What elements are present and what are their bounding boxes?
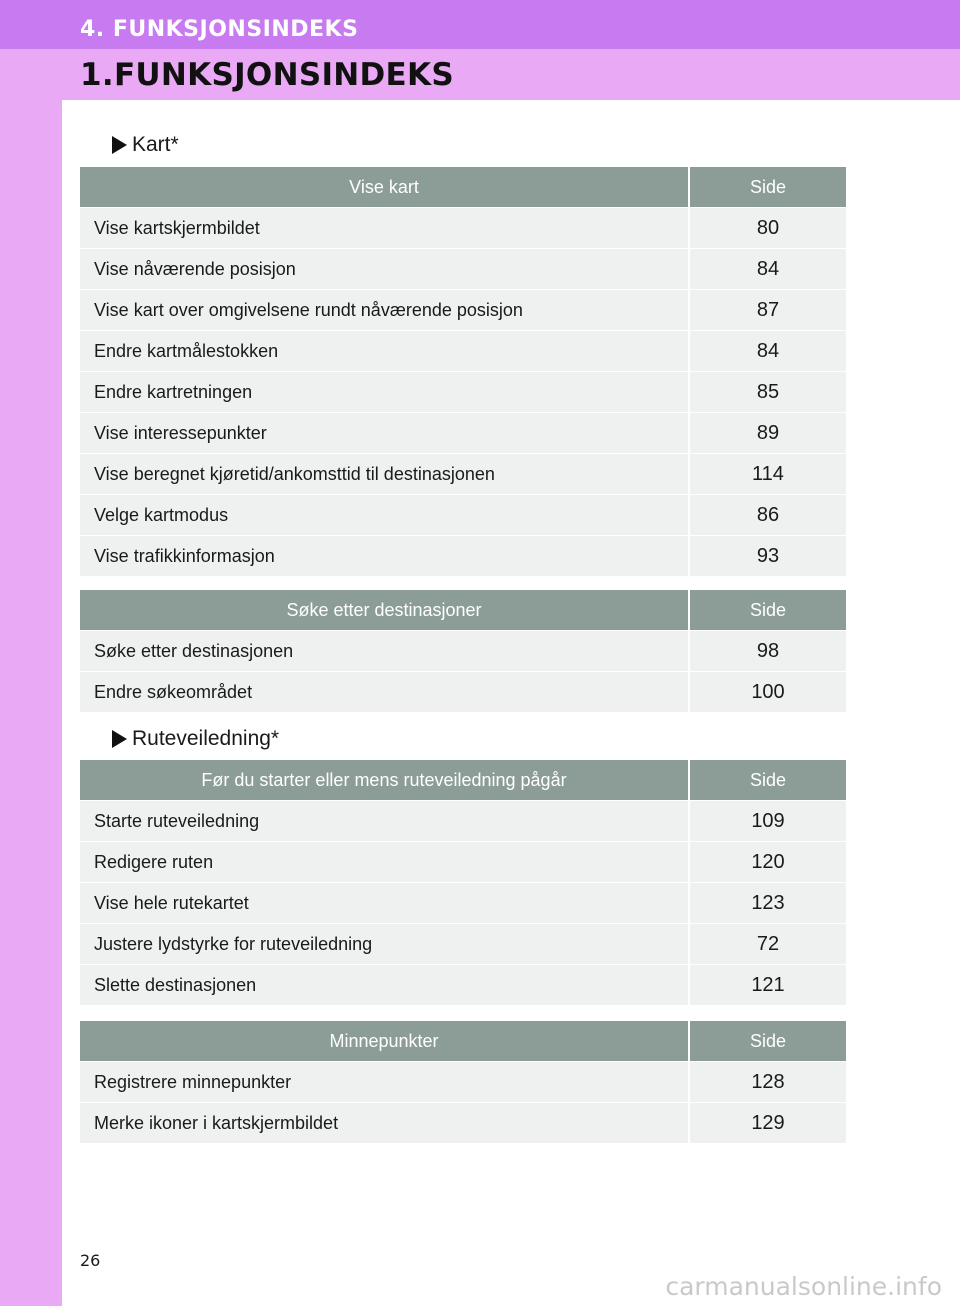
table-row xyxy=(80,290,846,331)
column-header-page: Side xyxy=(689,167,846,208)
page-title: 1.FUNKSJONSINDEKS xyxy=(80,57,454,93)
column-header-function: Vise kart xyxy=(80,167,689,208)
page-cell: 129 xyxy=(689,1103,846,1144)
section-heading-label: Ruteveiledning* xyxy=(132,727,280,750)
page-cell: 87 xyxy=(689,290,846,331)
function-cell: Søke etter destinasjonen xyxy=(80,631,689,672)
table-header-row xyxy=(80,167,846,208)
section-heading-label: Kart* xyxy=(132,133,179,156)
table-row xyxy=(80,208,846,249)
function-cell: Starte ruteveiledning xyxy=(80,801,689,842)
table-row xyxy=(80,672,846,713)
page-cell: 85 xyxy=(689,372,846,413)
index-table-vise-kart xyxy=(80,167,846,576)
table-row xyxy=(80,883,846,924)
function-cell: Merke ikoner i kartskjermbildet xyxy=(80,1103,689,1144)
table-row xyxy=(80,1062,846,1103)
function-cell: Velge kartmodus xyxy=(80,495,689,536)
section-heading-kart xyxy=(112,133,179,157)
table-row xyxy=(80,1103,846,1144)
index-table-soke-destinasjoner xyxy=(80,590,846,712)
function-cell: Vise beregnet kjøretid/ankomsttid til destinasjonen xyxy=(80,454,689,495)
table-header-row xyxy=(80,1021,846,1062)
column-header-page: Side xyxy=(689,1021,846,1062)
left-margin-strip xyxy=(0,0,62,1306)
table-row xyxy=(80,331,846,372)
watermark: carmanualsonline.info xyxy=(665,1272,942,1301)
page-cell: 121 xyxy=(689,965,846,1006)
table-header-row xyxy=(80,760,846,801)
table-row xyxy=(80,495,846,536)
function-cell: Vise kartskjermbildet xyxy=(80,208,689,249)
page-cell: 89 xyxy=(689,413,846,454)
table-row xyxy=(80,631,846,672)
page-cell: 98 xyxy=(689,631,846,672)
page-cell: 84 xyxy=(689,331,846,372)
page-cell: 120 xyxy=(689,842,846,883)
table-row xyxy=(80,801,846,842)
page-cell: 100 xyxy=(689,672,846,713)
table-row xyxy=(80,924,846,965)
table-row xyxy=(80,536,846,577)
column-header-page: Side xyxy=(689,590,846,631)
page-cell: 128 xyxy=(689,1062,846,1103)
table-row xyxy=(80,454,846,495)
table-row xyxy=(80,249,846,290)
page-cell: 93 xyxy=(689,536,846,577)
page-cell: 84 xyxy=(689,249,846,290)
function-cell: Vise nåværende posisjon xyxy=(80,249,689,290)
table-row xyxy=(80,372,846,413)
column-header-function: Minnepunkter xyxy=(80,1021,689,1062)
page-number: 26 xyxy=(80,1251,101,1270)
table-header-row xyxy=(80,590,846,631)
page-cell: 86 xyxy=(689,495,846,536)
function-cell: Registrere minnepunkter xyxy=(80,1062,689,1103)
column-header-page: Side xyxy=(689,760,846,801)
function-cell: Slette destinasjonen xyxy=(80,965,689,1006)
page-cell: 109 xyxy=(689,801,846,842)
column-header-function: Før du starter eller mens ruteveiledning pågår xyxy=(80,760,689,801)
function-cell: Endre kartretningen xyxy=(80,372,689,413)
table-row xyxy=(80,965,846,1006)
index-table-ruteveiledning xyxy=(80,760,846,1005)
page-cell: 123 xyxy=(689,883,846,924)
table-row xyxy=(80,842,846,883)
triangle-bullet-icon xyxy=(112,136,127,154)
title-band xyxy=(0,49,960,100)
index-table-minnepunkter xyxy=(80,1021,846,1143)
section-heading-ruteveiledning xyxy=(112,727,279,751)
table-row xyxy=(80,413,846,454)
triangle-bullet-icon xyxy=(112,730,127,748)
function-cell: Endre søkeområdet xyxy=(80,672,689,713)
chapter-title: 4. FUNKSJONSINDEKS xyxy=(80,17,359,42)
function-cell: Justere lydstyrke for ruteveiledning xyxy=(80,924,689,965)
function-cell: Vise interessepunkter xyxy=(80,413,689,454)
column-header-function: Søke etter destinasjoner xyxy=(80,590,689,631)
function-cell: Vise hele rutekartet xyxy=(80,883,689,924)
function-cell: Vise kart over omgivelsene rundt nåværende posisjon xyxy=(80,290,689,331)
function-cell: Redigere ruten xyxy=(80,842,689,883)
chapter-header xyxy=(0,0,960,49)
page-cell: 80 xyxy=(689,208,846,249)
function-cell: Vise trafikkinformasjon xyxy=(80,536,689,577)
page-cell: 114 xyxy=(689,454,846,495)
function-cell: Endre kartmålestokken xyxy=(80,331,689,372)
page-cell: 72 xyxy=(689,924,846,965)
